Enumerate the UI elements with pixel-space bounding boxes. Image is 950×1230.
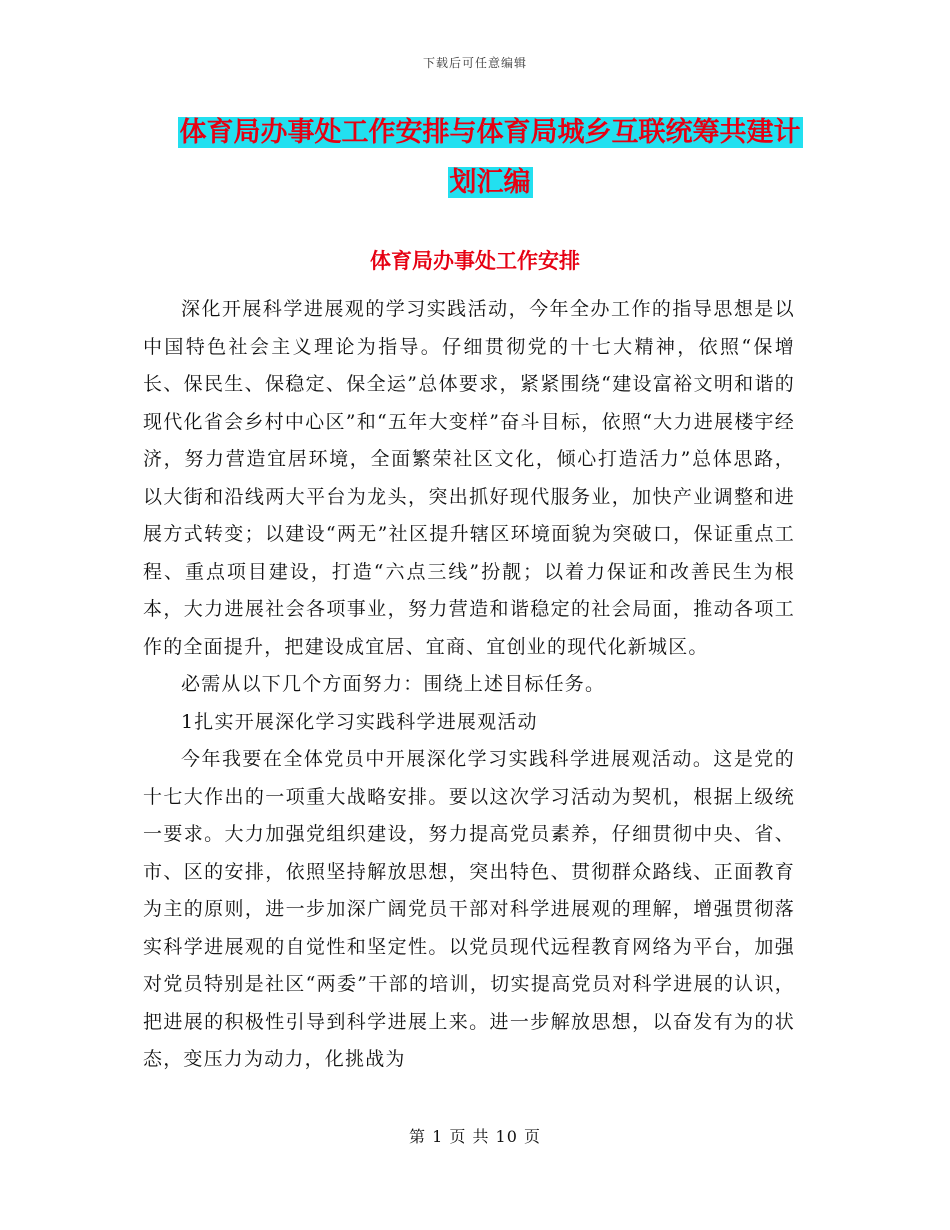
paragraph: 今年我要在全体党员中开展深化学习实践科学进展观活动。这是党的十七大作出的一项重大战略安排。要以这次学习活动为契机，根据上级统一要求。大力加强党组织建设，努力提高党员素养，仔细贯彻中央、省、市、区的安排，依照坚持解放思想，突出特色、贯彻群众路线、正面教育为主的原则，进一步加深广阔党员干部对科学进展观的理解，增强贯彻落实科学进展观的自觉性和坚定性。以党员现代远程教育网络为平台，加强对党员特别是社区“两委”干部的培训，切实提高党员对科学进展的认识，把进展的积极性引导到科学进展上来。进一步解放思想，以奋发有为的状态，变压力为动力，化挑战为	[143, 748, 795, 1070]
document-title-line-2: 划汇编	[449, 167, 531, 198]
section-title: 体育局办事处工作安排	[370, 249, 580, 273]
page-footer: 第 1 页 共 10 页	[409, 1127, 541, 1146]
paragraph: 必需从以下几个方面努力：围绕上述目标任务。	[181, 673, 606, 695]
header-note: 下载后可任意编辑	[422, 56, 527, 70]
paragraph: 1扎实开展深化学习实践科学进展观活动	[181, 710, 538, 733]
body-text	[143, 291, 795, 1079]
document-title-line-1: 体育局办事处工作安排与体育局城乡互联统筹共建计	[179, 117, 801, 148]
paragraph: 深化开展科学进展观的学习实践活动，今年全办工作的指导思想是以中国特色社会主义理论为指导。仔细贯彻党的十七大精神，依照“保增长、保民生、保稳定、保全运”总体要求，紧紧围绕“建设富裕文明和谐的现代化省会乡村中心区”和“五年大变样”奋斗目标，依照“大力进展楼宇经济，努力营造宜居环境，全面繁荣社区文化，倾心打造活力”总体思路，以大街和沿线两大平台为龙头，突出抓好现代服务业，加快产业调整和进展方式转变；以建设“两无”社区提升辖区环境面貌为突破口，保证重点工程、重点项目建设，打造“六点三线”扮靓；以着力保证和改善民生为根本，大力进展社会各项事业，努力营造和谐稳定的社会局面，推动各项工作的全面提升，把建设成宜居、宜商、宜创业的现代化新城区。	[143, 298, 795, 658]
document-title	[140, 108, 840, 208]
